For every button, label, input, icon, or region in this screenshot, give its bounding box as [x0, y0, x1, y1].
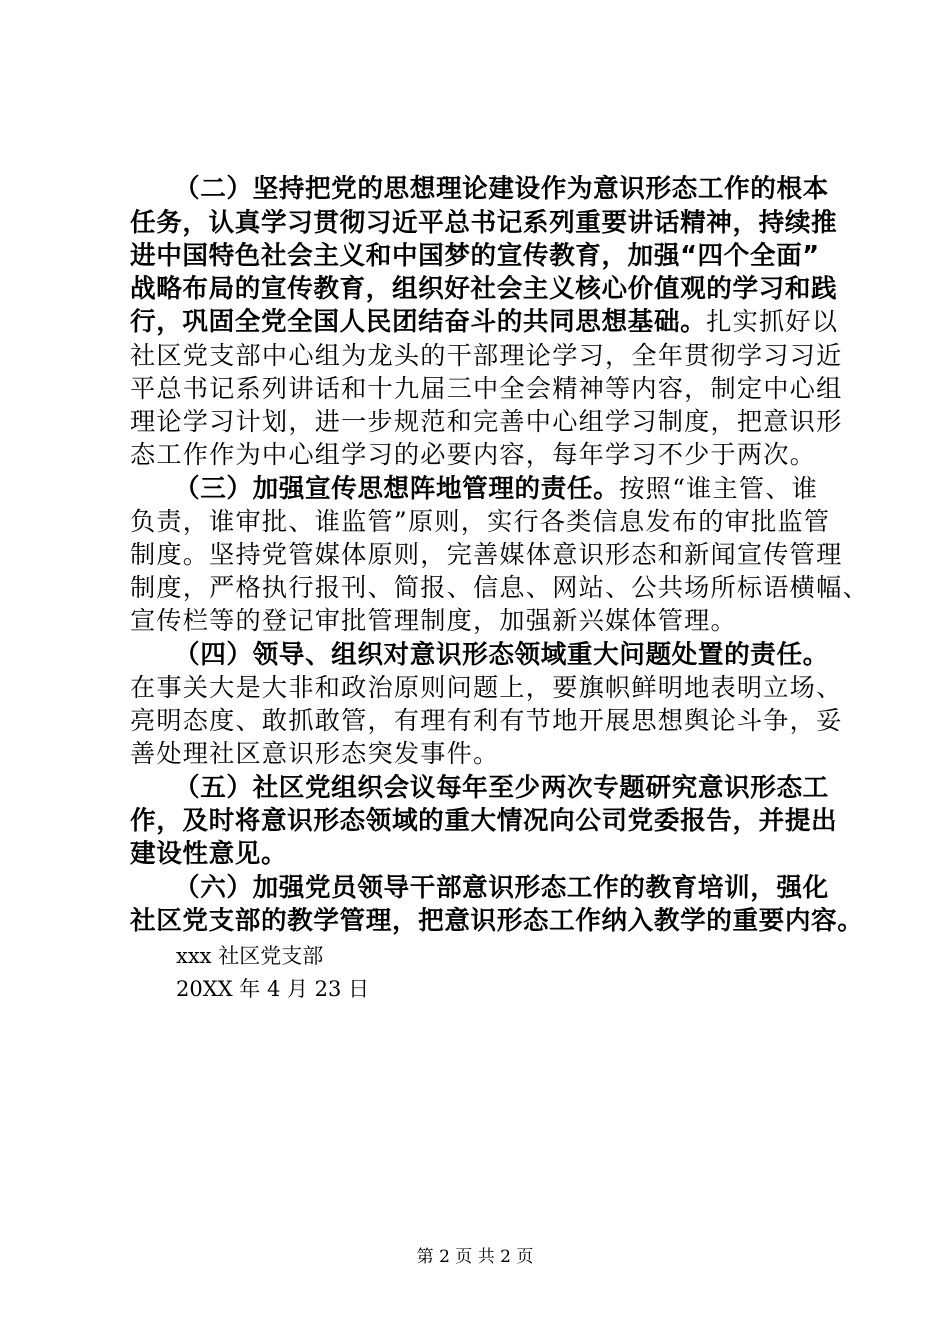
para2-line-2: 任务，认真学习贯彻习近平总书记系列重要讲话精神，持续推 — [130, 208, 838, 238]
para2-line-3: 进中国特色社会主义和中国梦的宣传教育，加强“四个全面” — [130, 241, 820, 271]
para2-line-8: 理论学习计划，进一步规范和完善中心组学习制度，把意识形 — [130, 407, 843, 436]
para3-line-5: 宣传栏等的登记审批管理制度，加强新兴媒体管理。 — [130, 606, 737, 635]
para6-line-2: 社区党支部的教学管理，把意识形态工作纳入教学的重要内容。 — [130, 906, 864, 936]
para2-line-1: （二）坚持把党的思想理论建设作为意识形态工作的根本 — [174, 174, 829, 204]
para2-line-7: 平总书记系列讲话和十九届三中全会精神等内容，制定中心组 — [130, 374, 843, 403]
para3-line-1-regular: 按照“谁主管、谁 — [619, 474, 819, 503]
para2-line-9: 态工作作为中心组学习的必要内容，每年学习不少于两次。 — [130, 440, 817, 469]
signature-org: xxx 社区党支部 — [176, 944, 324, 968]
para4-line-1: （四）领导、组织对意识形态领域重大问题处置的责任。 — [174, 640, 829, 670]
signature-date: 20XX 年 4 月 23 日 — [176, 977, 370, 1001]
para2-line-4: 战略布局的宣传教育，组织好社会主义核心价值观的学习和践 — [130, 274, 838, 304]
para4-line-3: 亮明态度、敢抓敢管，有理有利有节地开展思想舆论斗争，妥 — [130, 706, 843, 735]
page-footer: 第 2 页 共 2 页 — [416, 1247, 534, 1267]
para3-line-1 — [174, 472, 818, 506]
para2-line-5-regular: 扎实抓好以 — [706, 307, 839, 336]
para5-line-2: 作，及时将意识形态领域的重大情况向公司党委报告，并提出 — [130, 806, 838, 836]
para4-line-2: 在事关大是大非和政治原则问题上，要旗帜鲜明地表明立场、 — [130, 673, 843, 702]
para3-line-4: 制度，严格执行报刊、简报、信息、网站、公共场所标语横幅、 — [130, 573, 869, 602]
para3-line-3: 制度。坚持党管媒体原则，完善媒体意识形态和新闻宣传管理 — [130, 540, 843, 569]
para4-line-4: 善处理社区意识形态突发事件。 — [130, 739, 500, 768]
para5-line-3: 建设性意见。 — [130, 839, 288, 869]
para2-line-6: 社区党支部中心组为龙头的干部理论学习，全年贯彻学习习近 — [130, 341, 843, 370]
para3-line-2: 负责，谁审批、谁监管”原则，实行各类信息发布的审批监管 — [130, 507, 831, 536]
para2-line-5 — [130, 305, 838, 339]
para6-line-1: （六）加强党员领导干部意识形态工作的教育培训，强化 — [174, 873, 829, 903]
para5-line-1: （五）社区党组织会议每年至少两次专题研究意识形态工 — [174, 773, 829, 803]
para2-line-5-bold: 行，巩固全党全国人民团结奋斗的共同思想基础。 — [130, 307, 707, 337]
para3-line-1-bold: （三）加强宣传思想阵地管理的责任。 — [174, 474, 620, 504]
